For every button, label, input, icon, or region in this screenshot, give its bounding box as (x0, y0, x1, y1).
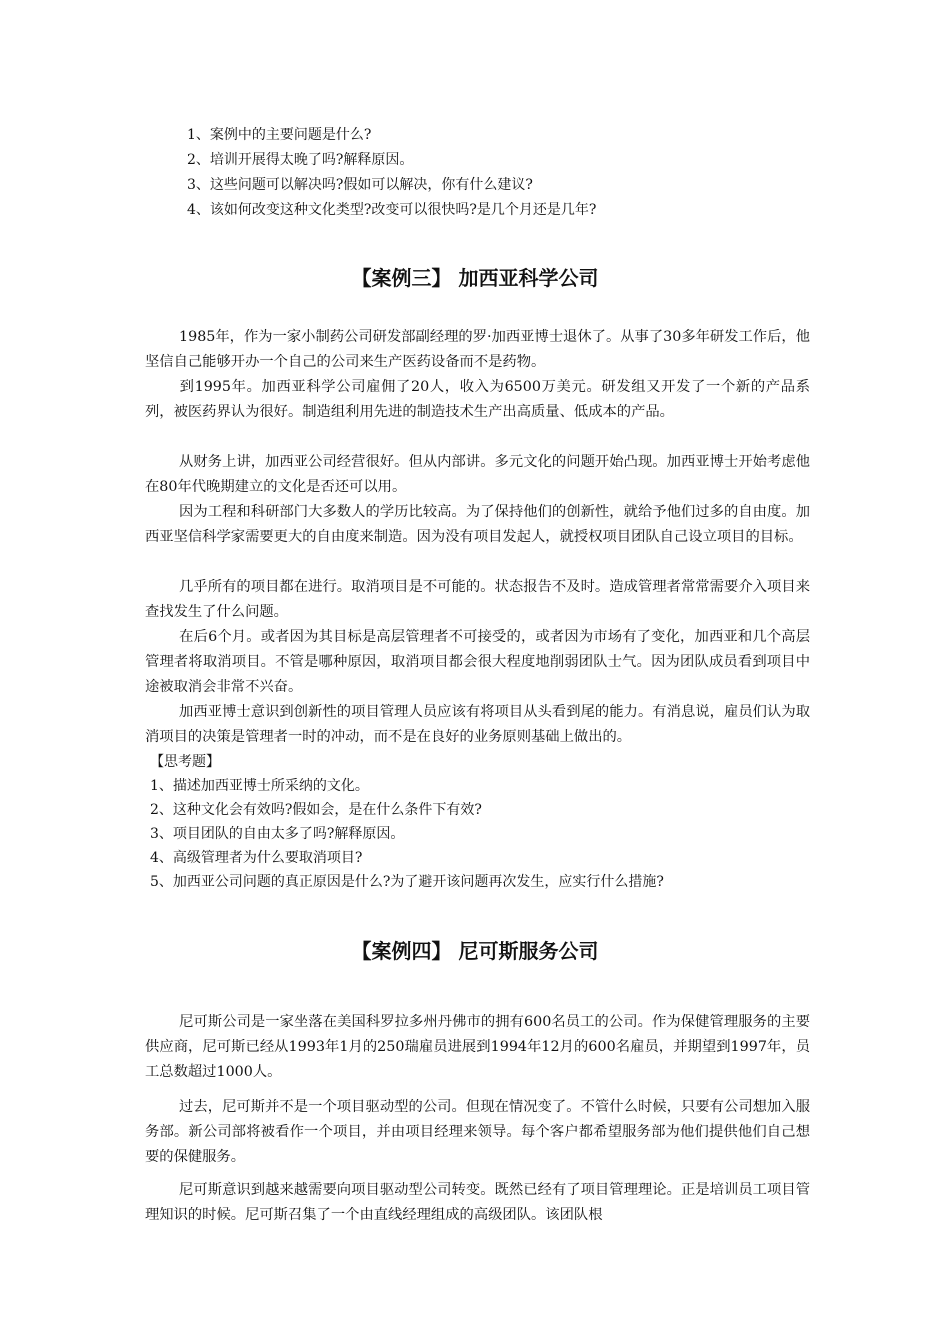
case4-paragraph: 尼可斯公司是一家坐落在美国科罗拉多州丹佛市的拥有600名员工的公司。作为保健管理服务的主要供应商，尼可斯已经从1993年1月的250瑞雇员进展到1994年12月的600名雇员，并期望到1997年，员工总数超过1000人。 (145, 1014, 810, 1080)
case3-paragraph: 从财务上讲，加西亚公司经营很好。但从内部讲。多元文化的问题开始凸现。加西亚博士开始考虑他在80年代晚期建立的文化是否还可以用。 (145, 454, 810, 495)
case3-paragraph: 到1995年。加西亚科学公司雇佣了20人，收入为6500万美元。研发组又开发了一个新的产品系列，被医药界认为很好。制造组利用先进的制造技术生产出高质量、低成本的产品。 (145, 379, 810, 420)
case3-heading: 【案例三】 加西亚科学公司 (351, 266, 599, 290)
case4-heading: 【案例四】 尼可斯服务公司 (351, 939, 599, 963)
case3-paragraph: 在后6个月。或者因为其目标是高层管理者不可接受的，或者因为市场有了变化，加西亚和几个高层管理者将取消项目。不管是哪种原因，取消项目都会很大程度地削弱团队士气。因为团队成员看到项目中途被取消会非常不兴奋。 (145, 629, 810, 695)
case3-paragraph: 因为工程和科研部门大多数人的学历比较高。为了保持他们的创新性，就给予他们过多的自由度。加西亚坚信科学家需要更大的自由度来制造。因为没有项目发起人，就授权项目团队自己设立项目的目标。 (145, 504, 810, 545)
prev-question-3: 3、这些问题可以解决吗?假如可以解决，你有什么建议? (187, 177, 533, 193)
case3-paragraph: 1985年，作为一家小制药公司研发部副经理的罗·加西亚博士退休了。从事了30多年研发工作后，他坚信自己能够开办一个自己的公司来生产医药设备而不是药物。 (145, 329, 810, 370)
case3-question-4: 4、高级管理者为什么要取消项目? (150, 850, 363, 866)
case3-question-3: 3、项目团队的自由太多了吗?解释原因。 (150, 826, 405, 842)
case3-paragraph: 加西亚博士意识到创新性的项目管理人员应该有将项目从头看到尾的能力。有消息说，雇员们认为取消项目的决策是管理者一时的冲动，而不是在良好的业务原则基础上做出的。 (145, 704, 810, 745)
case3-question-2: 2、这种文化会有效吗?假如会，是在什么条件下有效? (150, 802, 482, 818)
think-label: 【思考题】 (150, 754, 220, 770)
prev-question-2: 2、培训开展得太晚了吗?解释原因。 (187, 152, 414, 168)
prev-question-1: 1、案例中的主要问题是什么? (187, 127, 372, 143)
case3-paragraph: 几乎所有的项目都在进行。取消项目是不可能的。状态报告不及时。造成管理者常常需要介入项目来查找发生了什么问题。 (145, 579, 810, 620)
case3-question-1: 1、描述加西亚博士所采纳的文化。 (150, 778, 369, 794)
case3-question-5: 5、加西亚公司问题的真正原因是什么?为了避开该问题再次发生，应实行什么措施? (150, 874, 664, 890)
prev-question-4: 4、该如何改变这种文化类型?改变可以很快吗?是几个月还是几年? (187, 202, 597, 218)
case4-paragraph: 过去，尼可斯并不是一个项目驱动型的公司。但现在情况变了。不管什么时候，只要有公司想加入服务部。新公司部将被看作一个项目，并由项目经理来领导。每个客户都希望服务部为他们提供他们自己想要的保健服务。 (145, 1099, 810, 1165)
case4-paragraph: 尼可斯意识到越来越需要向项目驱动型公司转变。既然已经有了项目管理理论。正是培训员工项目管理知识的时候。尼可斯召集了一个由直线经理组成的高级团队。该团队根 (145, 1182, 810, 1223)
